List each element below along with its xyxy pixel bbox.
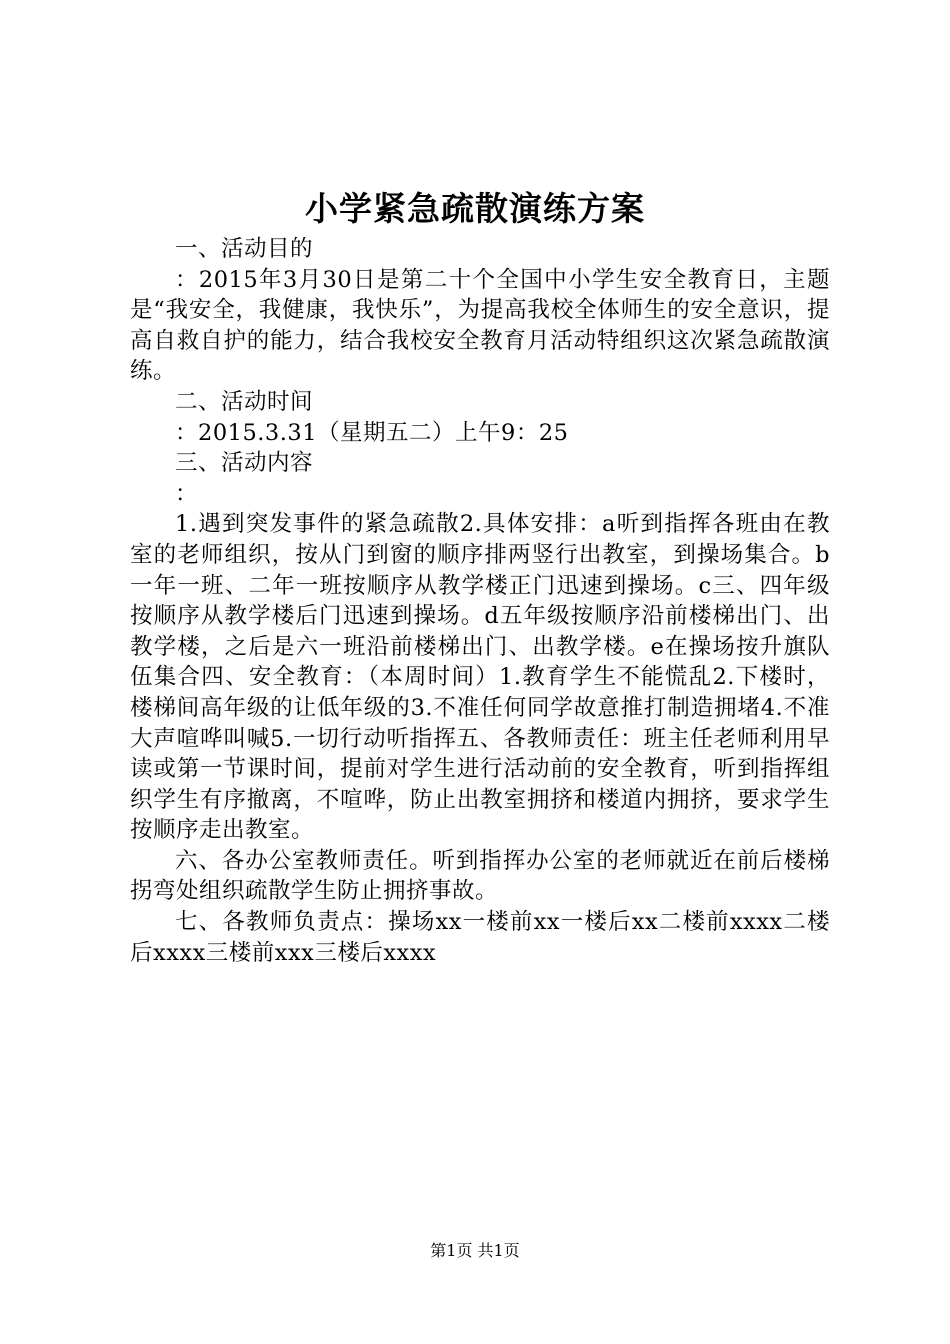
paragraph-purpose: ：2015年3月30日是第二十个全国中小学生安全教育日，主题是“我安全，我健康，我快乐”，为提高我校全体师生的安全意识，提高自救自护的能力，结合我校安全教育月活动特组织这次紧急疏散演练。 [130,266,830,385]
paragraph-teacher-posts: 七、各教师负责点：操场xx一楼前xx一楼后xx二楼前xxxx二楼后xxxx三楼前xxx三楼后xxxx [130,909,830,966]
paragraph-content-details: 1.遇到突发事件的紧急疏散2.具体安排：a听到指挥各班由在教室的老师组织，按从门到窗的顺序排两竖行出教室，到操场集合。b一年一班、二年一班按顺序从教学楼正门迅速到操场。c三、四年级按顺序从教学楼后门迅速到操场。d五年级按顺序沿前楼梯出门、出教学楼，之后是六一班沿前楼梯出门、出教学楼。e在操场按升旗队伍集合四、安全教育：（本周时间）1.教育学生不能慌乱2.下楼时，楼梯间高年级的让低年级的3.不准任何同学故意推打制造拥堵4.不准大声喧哗叫喊5.一切行动听指挥五、各教师责任：班主任老师利用早读或第一节课时间，提前对学生进行活动前的安全教育，听到指挥组织学生有序撤离，不喧哗，防止出教室拥挤和楼道内拥挤，要求学生按顺序走出教室。 [130,511,830,844]
section-heading-content: 三、活动内容 [175,450,314,477]
document-body [130,234,830,968]
page-footer: 第1页 共1页 [430,1241,520,1260]
document-title: 小学紧急疏散演练方案 [305,189,645,228]
section-heading-time: 二、活动时间 [175,388,314,415]
section-heading-purpose: 一、活动目的 [175,236,314,262]
paragraph-office-duties: 六、各办公室教师责任。听到指挥办公室的老师就近在前后楼梯拐弯处组织疏散学生防止拥挤事故。 [130,847,830,905]
paragraph-time: ：2015.3.31（星期五二）上午9：25 [175,419,569,446]
paragraph-content-colon: ： [175,480,199,507]
